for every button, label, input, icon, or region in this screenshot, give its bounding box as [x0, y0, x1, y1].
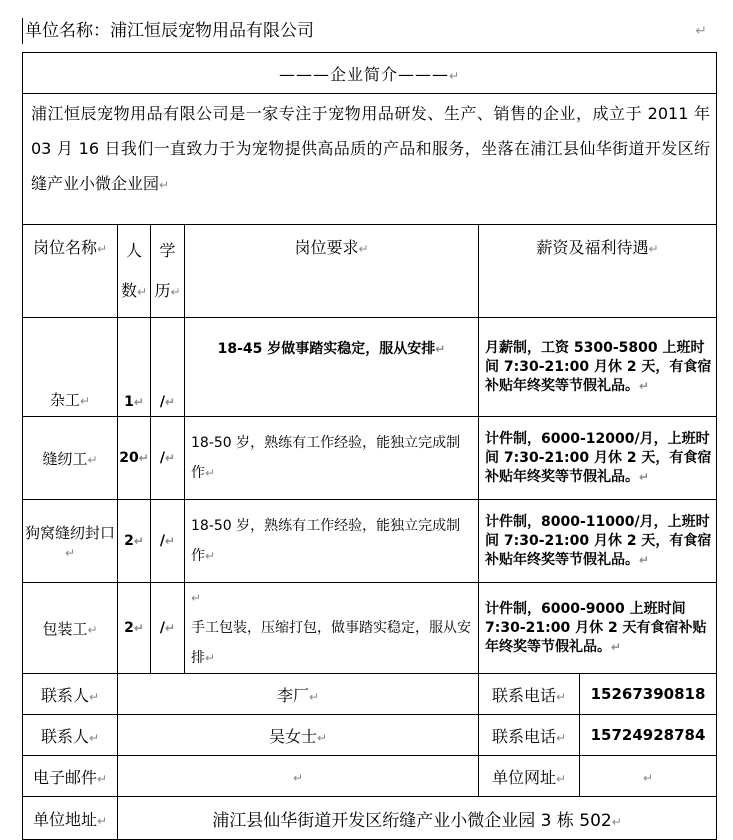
job-requirement: ↵ 手工包装，压缩打包，做事踏实稳定，服从安排↵: [185, 583, 479, 674]
job-requirement: 18-45 岁做事踏实稳定，服从安排↵: [185, 318, 479, 417]
job-education: /↵: [151, 500, 185, 583]
phone-label: 联系电话↵: [479, 674, 580, 715]
table-row: [23, 417, 717, 500]
return-arrow-icon: ↵: [695, 23, 707, 39]
address-value: 浦江县仙华街道开发区绗缝产业小微企业园 3 栋 502↵: [118, 797, 717, 840]
intro-title: ———企业简介———: [278, 64, 449, 84]
intro-title-cell: [23, 53, 717, 94]
job-salary: 计件制，6000-9000 上班时间 7:30-21:00 月休 2 天有食宿补贴年终奖等节假礼品。↵: [479, 583, 717, 674]
job-count: 20↵: [118, 417, 151, 500]
job-position: 缝纫工↵: [23, 417, 118, 500]
email-row: [23, 756, 717, 797]
job-salary: 计件制，6000-12000/月，上班时间 7:30-21:00 月休 2 天，有食宿补贴年终奖等节假礼品。↵: [479, 417, 717, 500]
job-education: /↵: [151, 417, 185, 500]
job-salary: 计件制，8000-11000/月，上班时间 7:30-21:00 月休 2 天，有食宿补贴年终奖等节假礼品。↵: [479, 500, 717, 583]
contact-label: 联系人↵: [23, 674, 118, 715]
job-requirement: 18-50 岁，熟练有工作经验，能独立完成制作↵: [185, 500, 479, 583]
col-header-count: 人 数↵: [118, 225, 151, 318]
return-arrow-icon: ↵: [448, 68, 461, 83]
job-position: 包装工↵: [23, 583, 118, 674]
job-salary: 月薪制，工资 5300-5800 上班时间 7:30-21:00 月休 2 天，有食宿补贴年终奖等节假礼品。↵: [479, 318, 717, 417]
company-name-line: [22, 18, 715, 44]
table-row: [23, 318, 717, 417]
contact-label: 联系人↵: [23, 715, 118, 756]
job-table: [22, 52, 717, 840]
table-row: [23, 583, 717, 674]
email-label: 电子邮件↵: [23, 756, 118, 797]
job-position: 杂工↵: [23, 318, 118, 417]
contact-name: 李厂↵: [118, 674, 479, 715]
address-label: 单位地址↵: [23, 797, 118, 840]
job-position: 狗窝缝纫封口↵: [23, 500, 118, 583]
phone-value: 15724928784: [580, 715, 717, 756]
job-count: 1↵: [118, 318, 151, 417]
col-header-position: 岗位名称↵: [23, 225, 118, 318]
job-count: 2↵: [118, 583, 151, 674]
intro-body: 浦江恒辰宠物用品有限公司是一家专注于宠物用品研发、生产、销售的企业，成立于 2011 年 03 月 16 日我们一直致力于为宠物提供高品质的产品和服务，坐落在浦江县仙华街道开发区绗缝产业小微企业园: [31, 104, 711, 193]
website-value: ↵: [580, 756, 717, 797]
phone-value: 15267390818: [580, 674, 717, 715]
table-row: [23, 500, 717, 583]
col-header-education: 学 历↵: [151, 225, 185, 318]
contact-row: [23, 715, 717, 756]
col-header-salary: 薪资及福利待遇↵: [479, 225, 717, 318]
contact-name: 吴女士↵: [118, 715, 479, 756]
website-label: 单位网址↵: [479, 756, 580, 797]
job-education: /↵: [151, 583, 185, 674]
job-requirement: 18-50 岁，熟练有工作经验，能独立完成制作↵: [185, 417, 479, 500]
phone-label: 联系电话↵: [479, 715, 580, 756]
address-row: [23, 797, 717, 840]
job-education: /↵: [151, 318, 185, 417]
return-arrow-icon: ↵: [159, 178, 170, 192]
intro-body-cell: [23, 94, 717, 225]
contact-row: [23, 674, 717, 715]
job-count: 2↵: [118, 500, 151, 583]
company-name: 单位名称：浦江恒辰宠物用品有限公司: [25, 21, 314, 41]
email-value: ↵: [118, 756, 479, 797]
col-header-requirement: 岗位要求↵: [185, 225, 479, 318]
